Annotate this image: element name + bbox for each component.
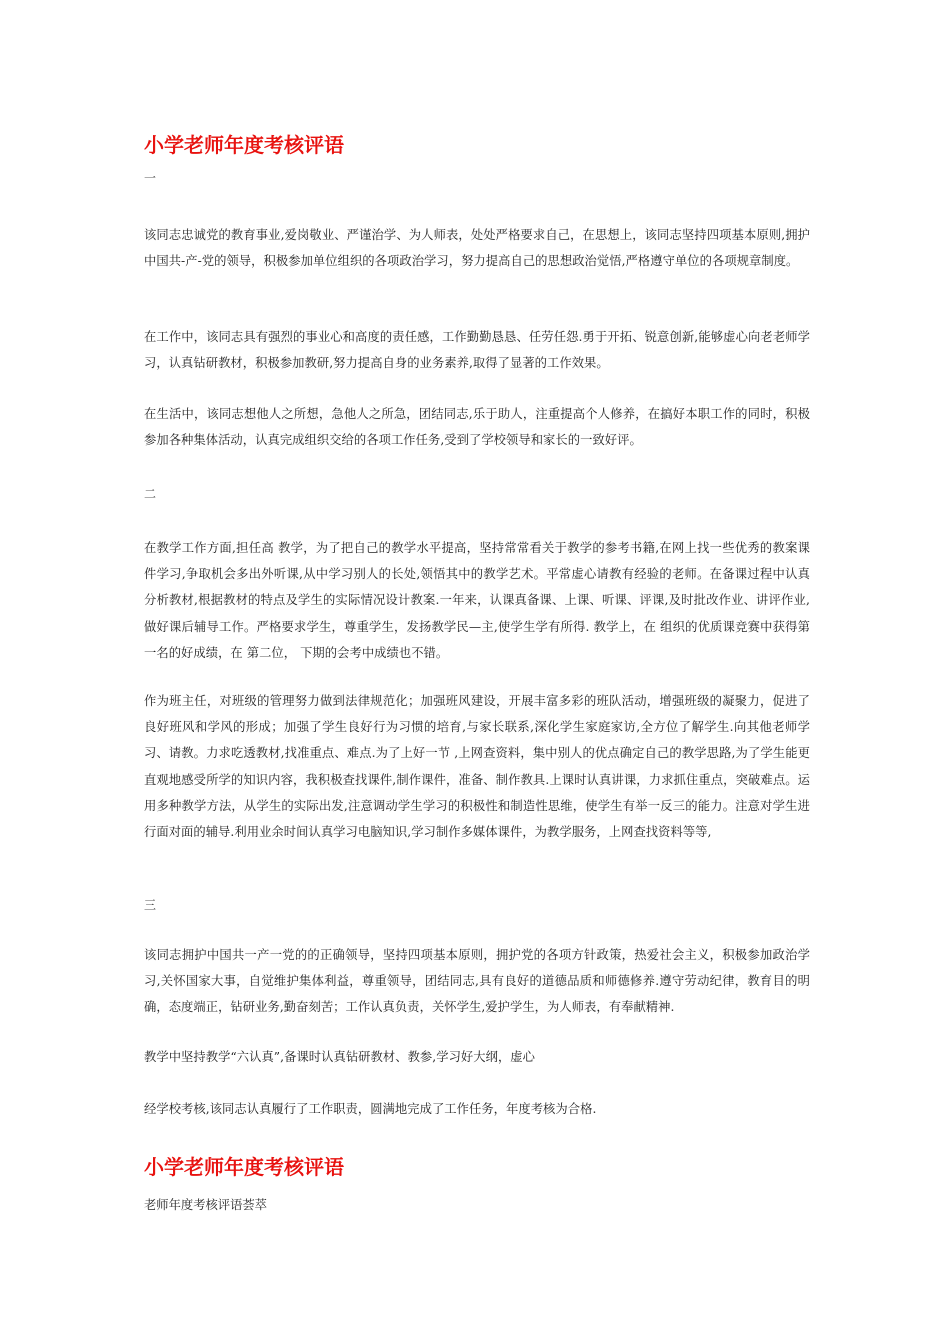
paragraph: 该同志忠诚党的教育事业,爱岗敬业、严谨治学、为人师表，处处严格要求自己，在思想上，该同志坚持四项基本原则,拥护中国共-产-党的领导，积极参加单位组织的各项政治学习，努力提高自己的思想政治觉悟,严格遵守单位的各项规章制度。: [144, 228, 810, 269]
paragraph: 在工作中，该同志具有强烈的事业心和高度的责任感，工作勤勤恳恳、任劳任怨.勇于开拓、锐意创新,能够虚心向老老师学习，认真钻研教材，积极参加教研,努力提高自身的业务素养,取得了显著的工作效果。: [144, 330, 810, 371]
paragraph: 该同志拥护中国共一产一党的的正确领导，坚持四项基本原则，拥护党的各项方针政策，热爱社会主义，积极参加政治学习,关怀国家大事，自觉维护集体利益，尊重领导，团结同志,具有良好的道德品质和师德修养.遵守劳动纪律，教育目的明确，态度端正，钻研业务,勤奋刻苦；工作认真负责，关怀学生,爱护学生，为人师表，有奉献精神.: [144, 948, 810, 1015]
paragraph: 作为班主任，对班级的管理努力做到法律规范化；加强班风建设，开展丰富多彩的班队活动，增强班级的凝聚力，促进了良好班风和学风的形成；加强了学生良好行为习惯的培育,与家长联系,深化学生家庭家访,全方位了解学生.向其他老师学习、请教。力求吃透教材,找准重点、难点.为了上好一节 ,上网查资料，集中别人的优点确定自己的教学思路,为了学生能更直观地感受所学的知识内容，我积极查找课件,制作课件，准备、制作教具.上课时认真讲课，力求抓住重点，突破难点。运用多种教学方法，从学生的实际出发,注意调动学生学习的积极性和制造性思维，使学生有举一反三的能力。注意对学生进行面对面的辅导.利用业余时间认真学习电脑知识,学习制作多媒体课件，为教学服务，上网查找资料等等,: [144, 694, 810, 840]
section-number-2: 二: [144, 487, 157, 501]
document-title: 小学老师年度考核评语: [144, 133, 344, 157]
subtitle: 老师年度考核评语荟萃: [144, 1198, 267, 1212]
paragraph: 经学校考核,该同志认真履行了工作职责，圆满地完成了工作任务，年度考核为合格.: [144, 1102, 597, 1116]
paragraph: 在生活中，该同志想他人之所想，急他人之所急，团结同志,乐于助人，注重提高个人修养，在搞好本职工作的同时，积极参加各种集体活动，认真完成组织交给的各项工作任务,受到了学校领导和家长的一致好评。: [144, 407, 810, 448]
section-number-3: 三: [144, 898, 157, 912]
paragraph: 在教学工作方面,担任高 教学，为了把自己的教学水平提高，坚持常常看关于教学的参考书籍,在网上找一些优秀的教案课件学习,争取机会多出外听课,从中学习别人的长处,领悟其中的教学艺术。平常虚心请教有经验的老师。在备课过程中认真分析教材,根据教材的特点及学生的实际情况设计教案.一年来，认课真备课、上课、听课、评课,及时批改作业、讲评作业,做好课后辅导工作。严格要求学生，尊重学生，发扬教学民—主,使学生学有所得. 教学上，在 组织的优质课竞赛中获得第一名的好成绩，在 第二位， 下期的会考中成绩也不错。: [144, 541, 810, 660]
section-number-1: 一: [144, 171, 157, 185]
document-title-2: 小学老师年度考核评语: [144, 1155, 344, 1179]
paragraph: 教学中坚持教学“六认真”,备课时认真钻研教材、教参,学习好大纲，虚心: [144, 1050, 535, 1064]
